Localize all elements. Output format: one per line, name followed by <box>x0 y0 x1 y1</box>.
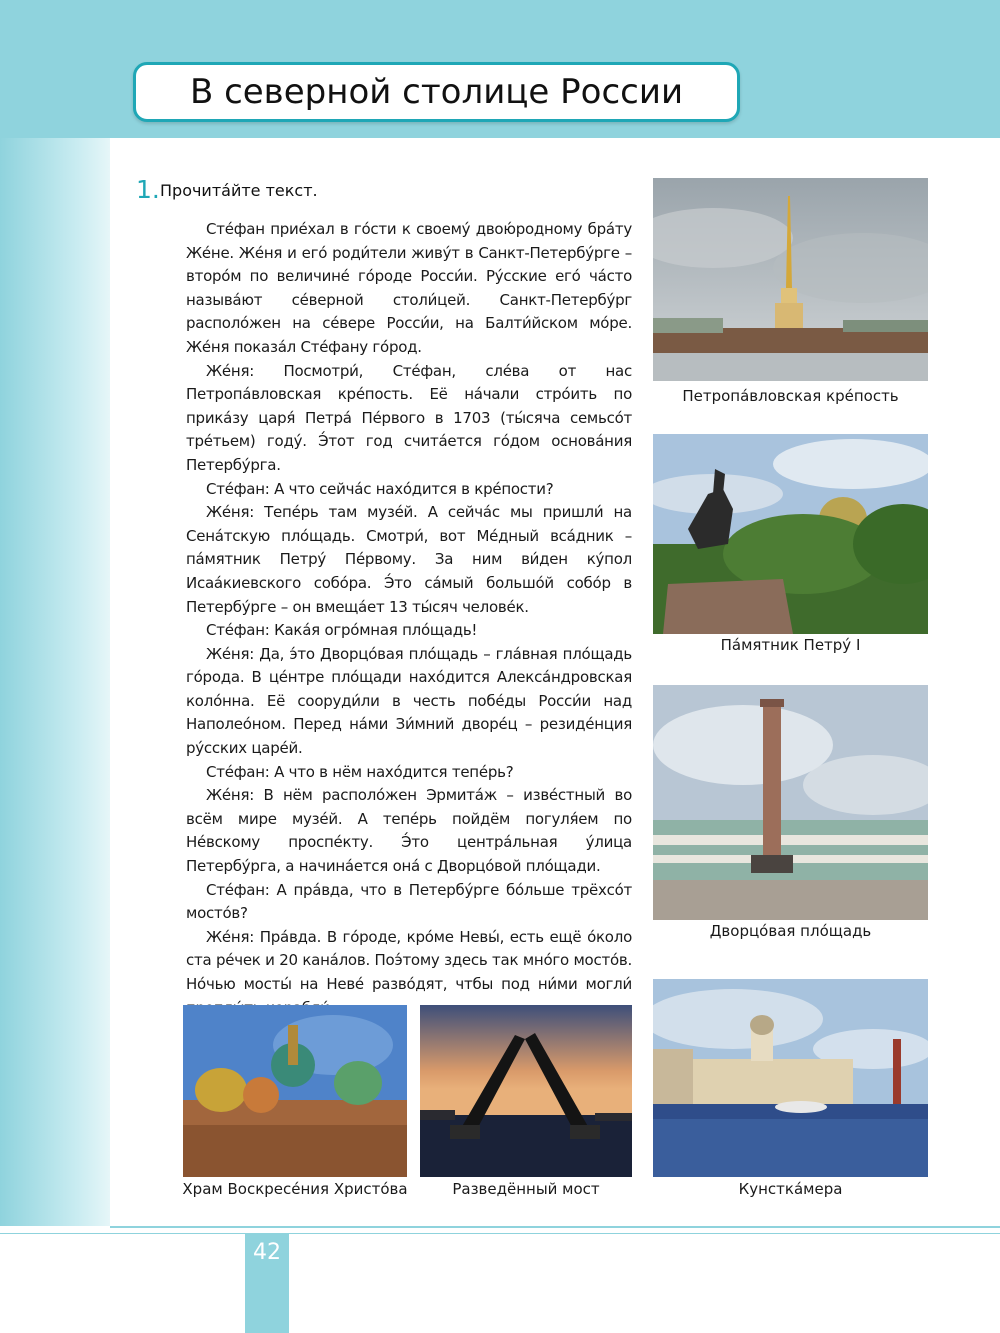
story-paragraph: Же́ня: Пра́вда. В го́роде, кро́ме Невы́, есть ещё о́коло ста ре́чек и 20 кана́лов. Поэ́тому здесь так мно́го мосто́в. Но́чью мосты́ на Неве́ разво́дят, чтбы под ни́ми могли́ <box>186 927 632 993</box>
photo-square <box>653 685 928 920</box>
caption-fortress: Петропа́вловская кре́пость <box>682 387 899 405</box>
footer-rule <box>0 1233 1000 1234</box>
left-margin-band <box>0 138 110 1226</box>
caption-church: Храм Воскресе́ния Христо́ва <box>182 1180 408 1198</box>
story-paragraph: Сте́фан: А пра́вда, что в Петербу́рге бо́льше трёхсо́т мосто́в? <box>186 880 632 923</box>
story-paragraph: Же́ня: В нём располо́жен Эрмита́ж – изве́стный во всём мире музе́й. А тепе́рь пойдём погуля́ем по Не́вскому проспе́кту. Э́то центра́льная у́лица Петербу́рга, а начина́ется она́ с Дворцо́вой пло́щади. <box>186 786 632 876</box>
page-title: В северной столице России <box>189 72 684 112</box>
caption-bridge: Разведённый мост <box>452 1180 600 1198</box>
caption-kunstkamera: Кунстка́мера <box>738 1180 843 1198</box>
photo-monument <box>653 434 928 634</box>
story-paragraph: Сте́фан: А что сейча́с нахо́дится в кре́пости? <box>206 479 554 498</box>
page-title-box <box>133 62 740 122</box>
photo-church <box>183 1005 407 1177</box>
story-paragraph: Же́ня: Посмотри́, Сте́фан, сле́ва от нас Петропа́вловская кре́пость. Её на́чали стро́ить по прика́зу царя́ Петра́ Пе́рвого в 1703 (ты́сяча семьсо́т тре́тьем) году́. Э́тот год счита́ется го́дом основа́ния Петербу́рга. <box>186 361 632 474</box>
photo-bridge <box>420 1005 632 1177</box>
story-paragraph: Сте́фан прие́хал в го́сти к своему́ двою́родному бра́ту Же́не. Же́ня и его́ роди́тели живу́т в Санкт-Петербу́рге – второ́м по величине́ го́роде Росси́и. Ру́сские его́ ча́сто называ́ют се́верной столи́цей. Санкт-Петербу́рг располо́жен на се́вере Росси́и, на Балти́йском мо́ре. Же́ня показа́л Сте́фану го́род. <box>186 220 632 356</box>
story-paragraph: Сте́фан: Кака́я огро́мная пло́щадь! <box>206 621 478 640</box>
footer-rule <box>110 1226 1000 1228</box>
story-paragraph: Же́ня: Да, э́то Дворцо́вая пло́щадь – гла́вная пло́щадь го́рода. В це́нтре пло́щади нахо́дится Алекса́ндровская коло́нна. Её сооруди́ли в честь побе́ды Росси́и над Наполео́ном. Перед на́ми Зи́мний дворе́ц – резиде́нция ру́сских царе́й. <box>186 644 632 758</box>
story-text <box>186 218 632 1020</box>
task-number: 1. <box>136 175 160 204</box>
page-number: 42 <box>253 1240 281 1265</box>
photo-fortress <box>653 178 928 381</box>
task-instruction: Прочита́йте текст. <box>160 181 318 200</box>
story-paragraph: Же́ня: Тепе́рь там музе́й. А сейча́с мы пришли́ на Сена́тскую пло́щадь. Смотри́, вот Ме́дный вса́дник – па́мятник Петру́ Пе́рвому. За ним ви́ден ку́пол Исаа́киевского собо́ра. Э́то са́мый большо́й собо́р в Петербу́рге – он вмеща́ет 13 ты́сяч челове́к. <box>186 503 632 616</box>
caption-monument: Па́мятник Петру́ I <box>720 636 861 654</box>
caption-square: Дворцо́вая пло́щадь <box>709 922 872 940</box>
photo-kunstkamera <box>653 979 928 1177</box>
story-paragraph: Сте́фан: А что в нём нахо́дится тепе́рь? <box>206 762 514 781</box>
